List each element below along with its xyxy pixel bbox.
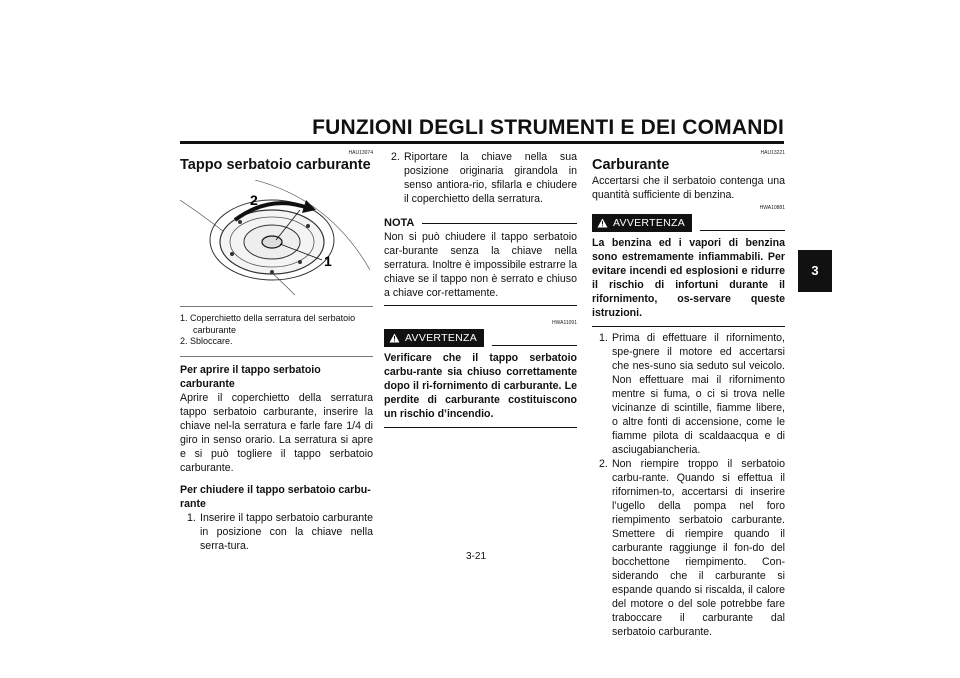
step-text: Non riempire troppo il serbatoio carbu-rante. Quando si effettua il rifornimen-to, accertarsi di inserire l’ugello della pompa nel foro riempimento serbatoio carburante. Smettere di riempire quando il carburante raggiunge il fon-do del bocchettone riempimento. Con-siderando che il carburante si espande quando si riscalda, il calore del motore o del sole potrebbe fare traboccare il carburante dal serbatoio carburante. bbox=[612, 458, 785, 638]
warning-badge bbox=[384, 329, 484, 347]
page-number: 3-21 bbox=[466, 551, 487, 562]
column-fuel bbox=[592, 150, 785, 639]
section-title-fuel: Carburante bbox=[592, 157, 670, 173]
note-end-rule bbox=[384, 305, 577, 306]
step-item bbox=[180, 511, 373, 553]
caption-item: 2. Sbloccare. bbox=[180, 336, 233, 346]
figure-label-2: 2 bbox=[250, 192, 258, 208]
figure-label-1: 1 bbox=[324, 253, 332, 269]
page-header-title: FUNZIONI DEGLI STRUMENTI E DEI COMANDI bbox=[312, 116, 784, 139]
fuel-steps bbox=[592, 331, 785, 639]
warning-end-rule bbox=[384, 427, 577, 428]
header-rule bbox=[180, 141, 784, 144]
warning-code: HWA10881 bbox=[759, 205, 785, 211]
warning-text: Verificare che il tappo serbatoio carbu-rante sia chiuso correttamente dopo il ri-fornimento di carburante. Le perdite di carburante costituiscono un rischio d’incendio. bbox=[384, 352, 577, 420]
step-text: Prima di effettuare il rifornimento, spe-gnere il motore ed accertarsi che nes-suno sia seduto sul veicolo. Non effettuare mai il rifornimento mentre si fuma, o ci si trova nelle vicinanze di scintille, fiamme libere, o altre fonti di accensione, come le fiamme pilota di scaldaacqua e di asciugabiancheria. bbox=[612, 332, 785, 456]
warning-rule bbox=[700, 230, 785, 231]
step-number: 1. bbox=[187, 511, 196, 524]
step-number: 2. bbox=[599, 458, 608, 470]
warning-label: AVVERTENZA bbox=[613, 217, 686, 229]
section-code: HAU13221 bbox=[760, 150, 785, 156]
warning-triangle-icon bbox=[389, 333, 400, 343]
fuel-intro-text: Accertarsi che il serbatoio contenga una quantità sufficiente di benzina. bbox=[592, 175, 785, 201]
warning-end-rule bbox=[592, 326, 785, 327]
step-item bbox=[384, 150, 577, 206]
note-heading bbox=[384, 216, 577, 230]
note-title: NOTA bbox=[384, 217, 415, 229]
column-fuel-cap bbox=[180, 150, 373, 553]
figure-captions bbox=[180, 313, 373, 348]
step-item bbox=[592, 457, 785, 639]
column-instructions bbox=[384, 150, 577, 428]
warning-text: La benzina ed i vapori di benzina sono estremamente infiammabili. Per evitare incendi ed esplosioni e ridurre il rischio di infortuni durante il rifornimento, os-servare queste istruzioni. bbox=[592, 237, 785, 319]
caption-divider bbox=[180, 306, 373, 307]
step-text: Riportare la chiave nella sua posizione originaria girandola in senso antiora-rio, sfilarla e chiudere il coperchietto della serratura. bbox=[404, 151, 577, 205]
note-rule bbox=[422, 223, 577, 224]
step-number: 2. bbox=[391, 151, 400, 163]
open-cap-heading: Per aprire il tappo serbatoio carburante bbox=[180, 363, 321, 390]
step-item bbox=[592, 331, 785, 457]
caption-divider bbox=[180, 356, 373, 357]
warning-badge bbox=[592, 214, 692, 232]
warning-code: HWA11091 bbox=[551, 320, 577, 326]
caption-item: 1. Coperchietto della serratura del serbatoio carburante bbox=[180, 313, 356, 335]
note-text: Non si può chiudere il tappo serbatoio car-burante senza la chiave nella serratura. Inoltre è impossibile estrarre la chiave se il tappo non è serrato e chiuso a chiave cor-rettamente. bbox=[384, 231, 577, 299]
warning-heading bbox=[592, 214, 785, 232]
step-text: Inserire il tappo serbatoio carburante in posizione con la chiave nella serra-tura. bbox=[200, 511, 373, 552]
warning-rule bbox=[492, 345, 577, 346]
warning-triangle-icon bbox=[597, 218, 608, 228]
fuel-cap-illustration bbox=[180, 180, 373, 298]
open-cap-text: Aprire il coperchietto della serratura tappo serbatoio carburante, inserire la chiave nel-la serratura e farle fare 1/4 di giro in senso orario. La serratura si apre e si può togliere il tappo serbatoio carburante. bbox=[180, 391, 373, 474]
warning-label: AVVERTENZA bbox=[405, 332, 478, 344]
close-steps bbox=[180, 511, 373, 553]
section-title-fuel-cap: Tappo serbatoio carburante bbox=[180, 157, 371, 173]
chapter-tab[interactable]: 3 bbox=[798, 250, 832, 292]
section-code: HAU13074 bbox=[348, 150, 373, 156]
close-steps-cont bbox=[384, 150, 577, 206]
warning-heading bbox=[384, 329, 577, 347]
step-number: 1. bbox=[599, 332, 608, 344]
close-cap-heading: Per chiudere il tappo serbatoio carbu-rante bbox=[180, 483, 371, 510]
